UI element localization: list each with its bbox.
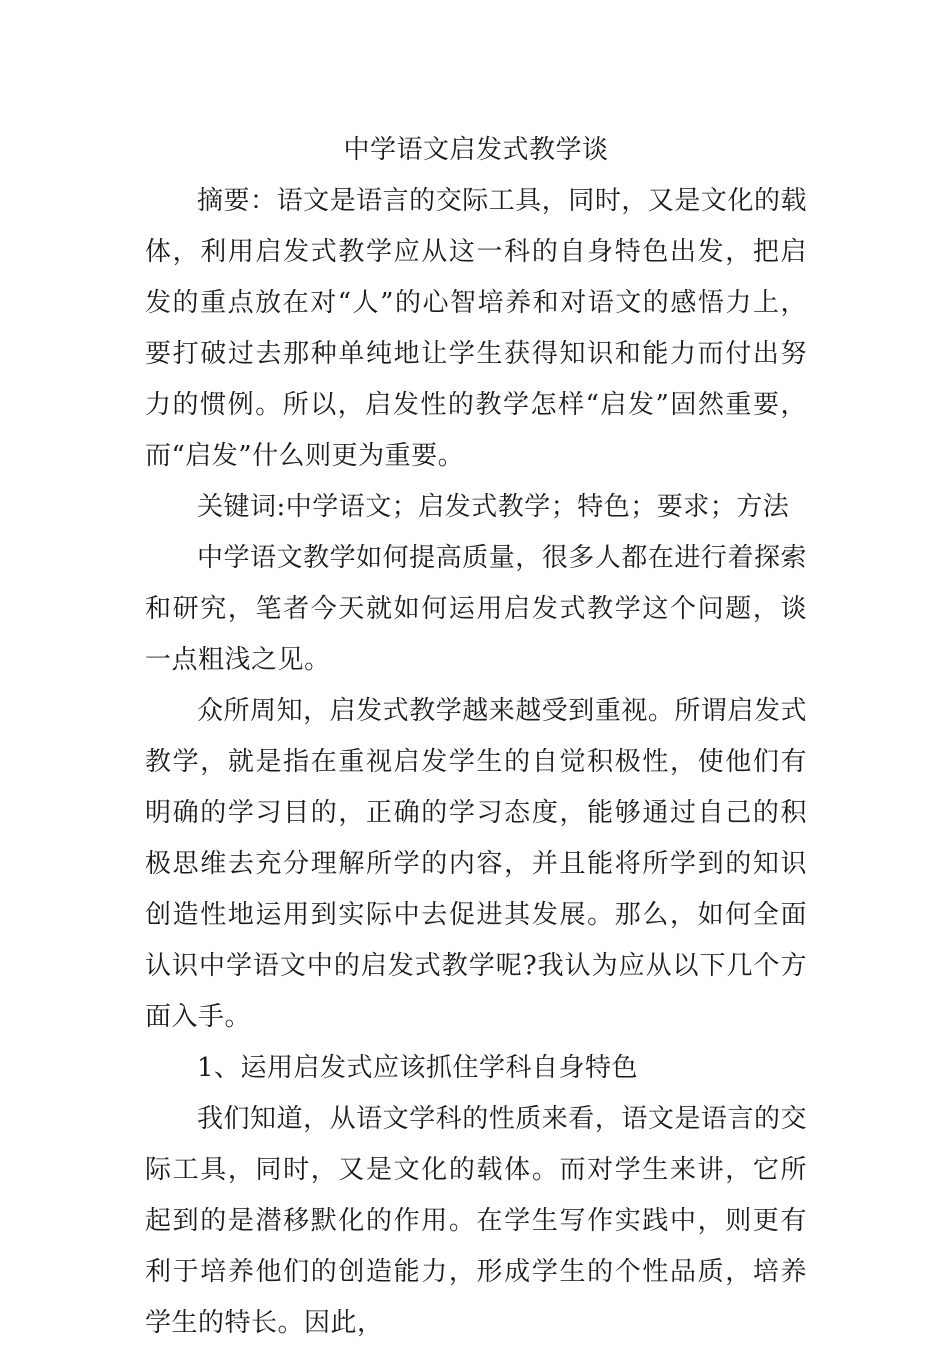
body-paragraph: 众所周知，启发式教学越来越受到重视。所谓启发式教学，就是指在重视启发学生的自觉积极性，使他们有明确的学习目的，正确的学习态度，能够通过自己的积极思维去充分理解所学的内容，并且能将所学到的知识创造性地运用到实际中去促进其发展。那么，如何全面认识中学语文中的启发式教学呢?我认为应从以下几个方面入手。 [145, 696, 807, 1032]
section-paragraph: 我们知道，从语文学科的性质来看，语文是语言的交际工具，同时，又是文化的载体。而对学生来讲，它所起到的是潜移默化的作用。在学生写作实践中，则更有利于培养他们的创造能力，形成学生的个性品质，培养学生的特长。因此， [145, 1104, 807, 1338]
abstract-paragraph: 摘要：语文是语言的交际工具，同时，又是文化的载体，利用启发式教学应从这一科的自身特色出发，把启发的重点放在对“人”的心智培养和对语文的感悟力上，要打破过去那种单纯地让学生获得知识和能力而付出努力的惯例。所以，启发性的教学怎样“启发”固然重要，而“启发”什么则更为重要。 [145, 186, 807, 471]
document-body [145, 128, 807, 1349]
body-paragraph: 中学语文教学如何提高质量，很多人都在进行着探索和研究，笔者今天就如何运用启发式教学这个问题，谈一点粗浅之见。 [145, 543, 807, 675]
section-heading: 1、运用启发式应该抓住学科自身特色 [197, 1053, 639, 1083]
keywords-line: 关键词:中学语文；启发式教学；特色；要求；方法 [197, 492, 790, 522]
document-title: 中学语文启发式教学谈 [343, 135, 609, 165]
